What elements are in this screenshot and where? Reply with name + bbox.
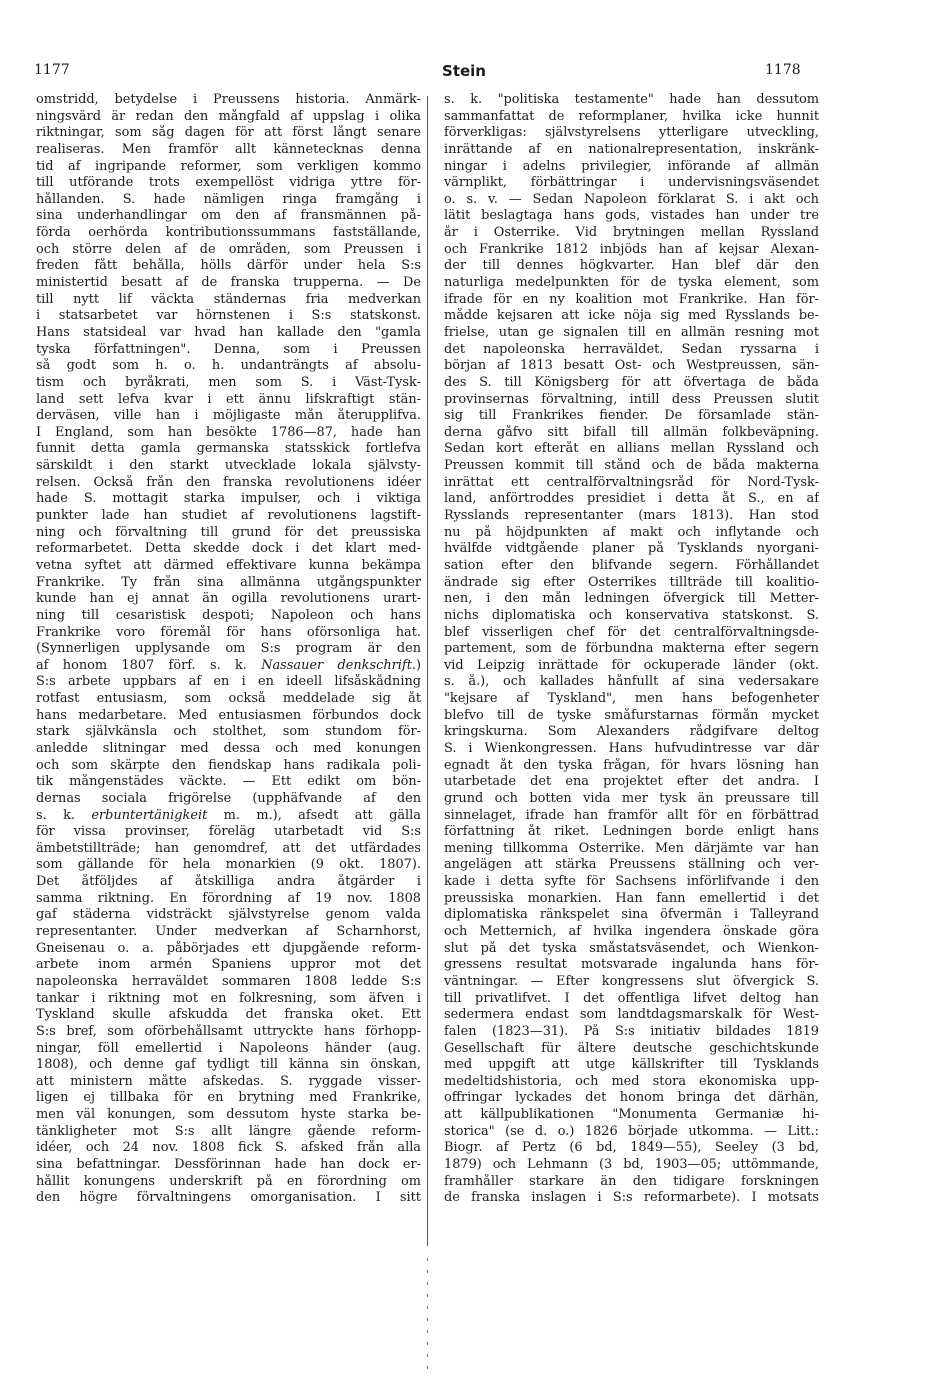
text-line: och Metternich, af hvilka ingendera önskade göra xyxy=(444,924,819,940)
text-line: storica" (se d. o.) 1826 började utkomma. — Litt.: xyxy=(444,1123,819,1139)
text-line: Gesellschaft für ältere deutsche geschichtskunde xyxy=(444,1040,819,1056)
text-line: Preussen kommit till stånd och de båda makterna xyxy=(444,458,819,474)
text-line: freden fått behålla, hölls därför under hela S:s xyxy=(36,258,421,274)
text-line: diplomatiska ränkspelet sina öfvermän i Talleyrand xyxy=(444,907,819,923)
text-line: sammanfattat de reformplaner, hvilka icke hunnit xyxy=(444,108,819,124)
text-line: kade i detta syfte för Sachsens införlifvande i den xyxy=(444,874,819,890)
text-line: relsen. Också från den franska revolutionens idéer xyxy=(36,474,421,490)
text-line: och som skärpte den fiendskap hans radikala poli- xyxy=(36,757,421,773)
column-divider-dotted xyxy=(427,1258,428,1378)
text-line: samma riktning. En förordning af 19 nov. 1808 xyxy=(36,890,421,906)
text-line: partement, som de förbundna makterna efter segern xyxy=(444,641,819,657)
right-column xyxy=(444,92,819,1207)
text-line: början af 1813 besatt Ost- och Westpreussen, sän- xyxy=(444,358,819,374)
text-line: kunde han ej annat än ogilla revolutionens urart- xyxy=(36,591,421,607)
text-line: för vissa provinser, föreläg utarbetadt vid S:s xyxy=(36,824,421,840)
text-line: ifrade för en ny koalition mot Frankrike. Han för- xyxy=(444,291,819,307)
text-line: Det åtföljdes af åtskilliga andra åtgärder i xyxy=(36,874,421,890)
text-line: S. i Wienkongressen. Hans hufvudintresse var där xyxy=(444,740,819,756)
text-line: sig till Frankrikes fiender. De församlade stän- xyxy=(444,408,819,424)
text-line: med uppgift att utge källskrifter till Tysklands xyxy=(444,1057,819,1073)
text-line: till privatlifvet. I det offentliga lifvet deltog han xyxy=(444,990,819,1006)
page-header xyxy=(0,62,928,84)
text-line: inrättande af en nationalrepresentation, inskränk- xyxy=(444,141,819,157)
text-line: särskildt i den starkt utvecklade lokala självsty- xyxy=(36,458,421,474)
text-line: förda oerhörda kontributionssummans fastställande, xyxy=(36,225,421,241)
text-line: och Frankrike 1812 inbjöds han af kejsar Alexan- xyxy=(444,241,819,257)
running-head-title: Stein xyxy=(442,62,486,80)
text-line: Hans statsideal var hvad han kallade den "gamla xyxy=(36,324,421,340)
text-line: sina befattningar. Dessförinnan hade han dock er- xyxy=(36,1157,421,1172)
text-line: ning och förvaltning till grund för det preussiska xyxy=(36,524,421,540)
text-line: sation efter den blifvande segern. Förhållandet xyxy=(444,557,819,573)
text-line: hållit konungens underskrift på en förordning om xyxy=(36,1173,421,1189)
text-line: realiseras. Men framför allt kännetecknas denna xyxy=(36,141,421,157)
text-line: den högre förvaltningens omorganisation. I sitt xyxy=(36,1190,421,1206)
text-line: derna gåfvo sitt bifall till allmän folkbeväpning. xyxy=(444,424,819,440)
text-line: I England, som han besökte 1786—87, hade han xyxy=(36,424,421,440)
text-line: framhåller starkare än den tidigare forskningen xyxy=(444,1173,819,1189)
text-line: s. k. erbuntertänigkeit m. m.), afsedt att gälla xyxy=(36,807,421,823)
text-line: rotfast entusiasm, som också meddelade sig åt xyxy=(36,691,421,707)
text-line: tism och byråkrati, men som S. i Väst-Tysk- xyxy=(36,374,421,390)
text-line: i statsarbetet var hörnstenen i S:s statskonst. xyxy=(36,308,421,324)
text-line: kringskurna. Som Alexanders rådgifvare deltog xyxy=(444,724,819,740)
text-line: ningar, föll emellertid i Napoleons händer (aug. xyxy=(36,1040,421,1056)
text-line: och större delen af de områden, som Preussen i xyxy=(36,241,421,257)
text-line: Frankrike voro föremål för hans oförsonliga hat. xyxy=(36,624,421,640)
text-line: ministertid besatt af de franska trupperna. — De xyxy=(36,275,421,291)
text-line: sina underhandlingar om den af fransmännen på- xyxy=(36,208,421,224)
column-divider xyxy=(427,96,428,1246)
text-line: napoleonska herraväldet sommaren 1808 ledde S:s xyxy=(36,973,421,989)
text-line: funnit detta gamla germanska statsskick fortlefva xyxy=(36,441,421,457)
text-line: nu på höjdpunkten af makt och inflytande och xyxy=(444,524,819,540)
text-line: Rysslands representanter (mars 1813). Han stod xyxy=(444,508,819,524)
text-line: mening tillkomma Österrike. Men därjämte var han xyxy=(444,840,819,856)
text-line: mådde kejsaren att icke nöja sig med Rysslands be- xyxy=(444,308,819,324)
text-line: inrättat ett centralförvaltningsråd för Nord-Tysk- xyxy=(444,474,819,490)
text-line: Sedan kort efteråt en allians mellan Ryssland och xyxy=(444,441,819,457)
text-line: arbete inom armén Spaniens uppror mot det xyxy=(36,957,421,973)
text-line: tik mångenstädes väckte. — Ett edikt om bön- xyxy=(36,774,421,790)
text-line: tyska författningen". Denna, som i Preussen xyxy=(36,341,421,357)
text-line: stark självkänsla och stolthet, som stundom för- xyxy=(36,724,421,740)
text-line: punkter lade han studiet af revolutionens lagstift- xyxy=(36,508,421,524)
text-line: Tyskland skulle afskudda det franska oket. Ett xyxy=(36,1007,421,1023)
page-number-right: 1178 xyxy=(765,62,801,78)
text-line: land, anförtroddes presidiet i detta åt S., en af xyxy=(444,491,819,507)
text-line: hållanden. S. hade nämligen ringa framgång i xyxy=(36,191,421,207)
text-line: idéer, och 24 nov. 1808 fick S. afsked från alla xyxy=(36,1140,421,1156)
text-line: grund och botten vida mer tysk än preussare till xyxy=(444,790,819,806)
text-line: frielse, utan ge signalen till en allmän resning mot xyxy=(444,324,819,340)
text-line: ningar i adelns privilegier, införande af allmän xyxy=(444,158,819,174)
text-line: tid af ingripande reformer, som verkligen kommo xyxy=(36,158,421,174)
page-number-left: 1177 xyxy=(34,62,70,78)
text-line: att ministern måtte afskedas. S. ryggade visser- xyxy=(36,1073,421,1089)
text-line: väntningar. — Efter kongressens slut öfvergick S. xyxy=(444,973,819,989)
text-line: värnplikt, förbättringar i undervisningsväsendet xyxy=(444,175,819,191)
text-line: der till dennes högkvarter. Han blef där den xyxy=(444,258,819,274)
text-line: o. s. v. — Sedan Napoleon förklarat S. i akt och xyxy=(444,191,819,207)
text-line: ändrade sig efter Österrikes tillträde till koalitio- xyxy=(444,574,819,590)
text-line: lätit beslagtaga hans gods, vistades han under tre xyxy=(444,208,819,224)
text-line: hade S. mottagit starka impulser, och i viktiga xyxy=(36,491,421,507)
text-line: ningsvärd är redan den mångfald af uppslag i olika xyxy=(36,108,421,124)
text-line: reformarbetet. Detta skedde dock i det klart med- xyxy=(36,541,421,557)
text-line: egnadt åt den tyska frågan, för hvars lösning han xyxy=(444,757,819,773)
text-line: slut på det tyska småstatsväsendet, och Wienkon- xyxy=(444,940,819,956)
text-line: blef visserligen chef för det centralförvaltningsde- xyxy=(444,624,819,640)
text-line: utarbetade det ena projektet efter det andra. I xyxy=(444,774,819,790)
text-line: vid Leipzig inrättade för ockuperade länder (okt. xyxy=(444,657,819,673)
text-line: dernas sociala frigörelse (upphäfvande af den xyxy=(36,790,421,806)
text-line: riktningar, som såg dagen för att först långt senare xyxy=(36,125,421,141)
text-line: författning åt riket. Ledningen borde enligt hans xyxy=(444,824,819,840)
text-line: de franska inslagen i S:s reformarbete). I motsats xyxy=(444,1190,819,1206)
text-line: nen, i den mån ledningen öfvergick till Metter- xyxy=(444,591,819,607)
text-line: land sett lefva kvar i ett ännu lifskraftigt stän- xyxy=(36,391,421,407)
text-line: 1879) och Lehmann (3 bd, 1903—05; uttömmande, xyxy=(444,1157,819,1172)
text-line: hans medarbetare. Med entusiasmen förbundos dock xyxy=(36,707,421,723)
text-line: angelägen att stärka Preussens ställning och ver- xyxy=(444,857,819,873)
text-line: till nytt lif väckta ständernas fria medverkan xyxy=(36,291,421,307)
text-line: offringar lyckades det honom bringa det därhän, xyxy=(444,1090,819,1106)
text-line: s. k. "politiska testamente" hade han dessutom xyxy=(444,92,819,107)
text-line: "kejsare af Tyskland", men hans befogenheter xyxy=(444,691,819,707)
text-line: blefvo till de tyske småfurstarnas förmån mycket xyxy=(444,707,819,723)
text-line: preussiska monarkien. Han fann emellertid i det xyxy=(444,890,819,906)
text-line: att källpublikationen "Monumenta Germaniæ hi- xyxy=(444,1107,819,1123)
text-line: nichs diplomatiska och konservativa statskonst. S. xyxy=(444,607,819,623)
text-line: naturliga medelpunkten för de tyska element, som xyxy=(444,275,819,291)
text-line: tänkligheter mot S:s allt längre gående reform- xyxy=(36,1123,421,1139)
text-line: gaf städerna vidsträckt självstyrelse genom valda xyxy=(36,907,421,923)
text-line: omstridd, betydelse i Preussens historia. Anmärk- xyxy=(36,92,421,107)
text-line: Biogr. af Pertz (6 bd, 1849—55), Seeley (3 bd, xyxy=(444,1140,819,1156)
text-line: år i Österrike. Vid brytningen mellan Ryssland xyxy=(444,225,819,241)
text-line: hvälfde vidtgående planer på Tysklands nyorgani- xyxy=(444,541,819,557)
text-line: derväsen, ville han i möjligaste mån återupplifva. xyxy=(36,408,421,424)
text-line: provinsernas förvaltning, intill dess Preussen slutit xyxy=(444,391,819,407)
text-line: men väl konungen, som dessutom hyste starka be- xyxy=(36,1107,421,1123)
text-line: representanter. Under medverkan af Scharnhorst, xyxy=(36,924,421,940)
text-line: sinnelaget, ifrade han framför allt för en förbättrad xyxy=(444,807,819,823)
left-column xyxy=(36,92,421,1207)
text-line: gressens resultat motsvarade ingalunda hans för- xyxy=(444,957,819,973)
text-line: ning till cesaristisk despoti; Napoleon och hans xyxy=(36,607,421,623)
text-line: Frankrike. Ty från sina allmänna utgångspunkter xyxy=(36,574,421,590)
text-line: des S. till Königsberg för att öfvertaga de båda xyxy=(444,374,819,390)
text-line: s. å.), och kallades hånfullt af sina vedersakare xyxy=(444,674,819,690)
text-line: så godt som h. o. h. undanträngts af absolu- xyxy=(36,358,421,374)
text-line: sedermera endast som landtdagsmarskalk för West- xyxy=(444,1007,819,1023)
text-line: (Synnerligen upplysande om S:s program är den xyxy=(36,641,421,657)
text-line: tankar i riktning mot en folkresning, som äfven i xyxy=(36,990,421,1006)
text-line: ligen ej tillbaka för en brytning med Frankrike, xyxy=(36,1090,421,1106)
text-line: af honom 1807 förf. s. k. Nassauer denkschrift.) xyxy=(36,657,421,673)
text-line: Gneisenau o. a. påbörjades ett djupgående reform- xyxy=(36,940,421,956)
text-line: 1808), och denne gaf tydligt till känna sin önskan, xyxy=(36,1057,421,1073)
text-line: S:s bref, som oförbehållsamt uttryckte hans förhopp- xyxy=(36,1023,421,1039)
text-line: falen (1823—31). På S:s initiativ bildades 1819 xyxy=(444,1023,819,1039)
text-line: som gällande för hela monarkien (9 okt. 1807). xyxy=(36,857,421,873)
text-line: S:s arbete uppbars af en i en ideell lifsåskådning xyxy=(36,674,421,690)
text-line: till utförande trots exempellöst vidriga yttre för- xyxy=(36,175,421,191)
text-line: medeltidshistoria, och med stora ekonomiska upp- xyxy=(444,1073,819,1089)
text-line: vetna syftet att därmed effektivare kunna bekämpa xyxy=(36,557,421,573)
text-line: anledde slitningar med dessa och med konungen xyxy=(36,740,421,756)
text-line: det napoleonska herraväldet. Sedan ryssarna i xyxy=(444,341,819,357)
text-line: ämbetstillträde; han genomdref, att det utfärdades xyxy=(36,840,421,856)
text-line: förverkligas: självstyrelsens ytterligare utveckling, xyxy=(444,125,819,141)
